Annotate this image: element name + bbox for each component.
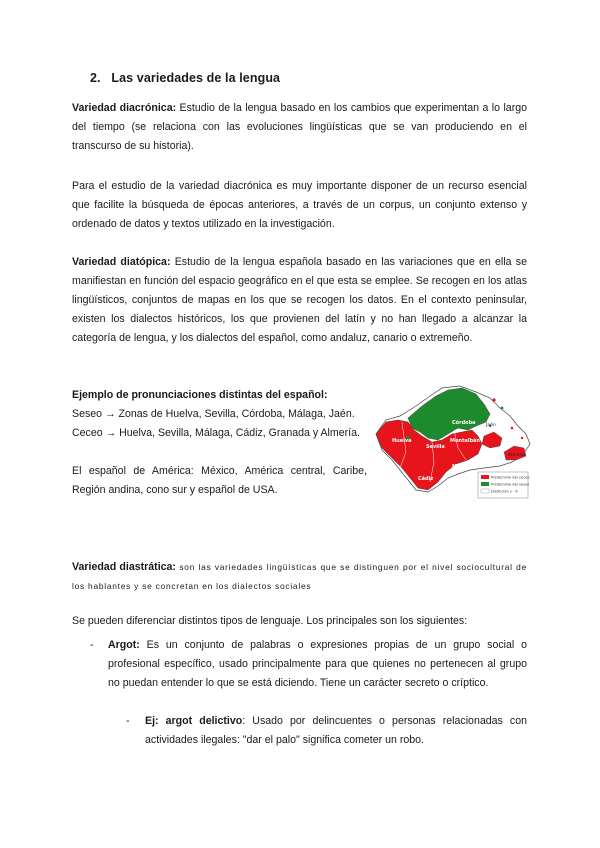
legend-swatch-green: [481, 482, 489, 486]
section-title: Las variedades de la lengua: [111, 71, 281, 85]
diastratica-paragraph: [72, 558, 527, 596]
andalucia-map: [372, 382, 532, 500]
legend-label-green: Predominio del seseo: [491, 482, 530, 487]
map-label-cadiz: Cádiz: [418, 476, 434, 482]
map-label-cordoba: Córdoba: [452, 420, 476, 426]
argot-item: [108, 636, 527, 693]
diacronica-term: Variedad diacrónica:: [72, 102, 177, 114]
argot-example: [145, 712, 527, 750]
map-dot: [511, 427, 514, 430]
argot-bullet-marker: -: [90, 639, 94, 651]
map-label-montalban: Montalbán: [450, 438, 480, 444]
america-example: El español de América: México, América central, Caribe, Región andina, cono sur y español de USA.: [72, 465, 367, 496]
map-label-jaen: Jaén: [486, 423, 496, 428]
map-dot: [501, 407, 504, 410]
argot-example-text: : Usado por delincuentes o personas relacionadas con actividades ilegales: "dar el palo" significa cometer un robo.: [145, 715, 528, 746]
diatopica-term: Variedad diatópica:: [72, 256, 171, 268]
seseo-example: Seseo → Zonas de Huelva, Sevilla, Córdoba, Málaga, Jaén.: [72, 408, 355, 420]
section-number: 2.: [90, 71, 101, 85]
ceceo-example: Ceceo → Huelva, Sevilla, Málaga, Cádiz, Granada y Almería.: [72, 427, 360, 439]
map-dot: [492, 398, 495, 401]
diacronica-paragraph: [72, 99, 527, 156]
map-label-malaga: Málaga: [452, 464, 473, 470]
section-heading: [90, 71, 280, 85]
examples-heading: Ejemplo de pronunciaciones distintas del español:: [72, 389, 328, 401]
diacronica-definition: Estudio de la lengua basado en los cambios que experimentan a lo largo del tiempo (se relaciona con las evoluciones lingüísticas que se van produciendo en el transcurso de su historia).: [72, 102, 528, 152]
diatopica-paragraph: [72, 253, 527, 348]
legend-label-white: Distinción s - θ: [491, 489, 518, 494]
map-label-sevilla: Sevilla: [426, 444, 445, 450]
legend-label-red: Predominio del ceceo: [491, 475, 530, 480]
diastratica-term: Variedad diastrática:: [72, 561, 176, 573]
argot-definition: Es un conjunto de palabras o expresiones propias de un grupo social o profesional específico, usado principalmente para que quienes no pertenecen al grupo no puedan entender lo que se está diciendo. Tiene un carácter secreto o críptico.: [108, 639, 527, 689]
diatopica-definition: Estudio de la lengua española basado en las variaciones que en ella se manifiestan en función del espacio geográfico en el que esta se emplee. Se recogen en los atlas lingüísticos, conjuntos de mapas en los que se recogen los datos. En el contexto peninsular, existen los dialectos históricos, los que provienen del latín y no han llegado a alcanzar la categoría de lengua, y los dialectos del español, como andaluz, canario o extremeño.: [72, 256, 527, 344]
diacronica-extra-paragraph: Para el estudio de la variedad diacrónica es muy importante disponer de un recurso esencial que facilite la búsqueda de épocas anteriores, a través de un corpus, un conjunto extenso y ordenado de datos y textos utilizado en la investigación.: [72, 180, 527, 230]
argot-example-term: Ej: argot delictivo: [145, 715, 243, 727]
tipos-intro: Se pueden diferenciar distintos tipos de lenguaje. Los principales son los siguientes:: [72, 615, 468, 627]
legend-swatch-white: [481, 489, 489, 493]
map-label-huelva: Huelva: [392, 438, 412, 444]
map-dot: [521, 437, 523, 439]
argot-example-marker: -: [126, 715, 130, 727]
argot-term: Argot:: [108, 639, 140, 651]
legend-swatch-red: [481, 475, 489, 479]
examples-block: [72, 386, 367, 500]
map-label-almeria: Almería: [508, 453, 526, 458]
diastratica-definition: son las variedades lingüísticas que se distinguen por el nivel sociocultural de los hablantes y se concretan en los dialectos sociales: [72, 562, 527, 591]
